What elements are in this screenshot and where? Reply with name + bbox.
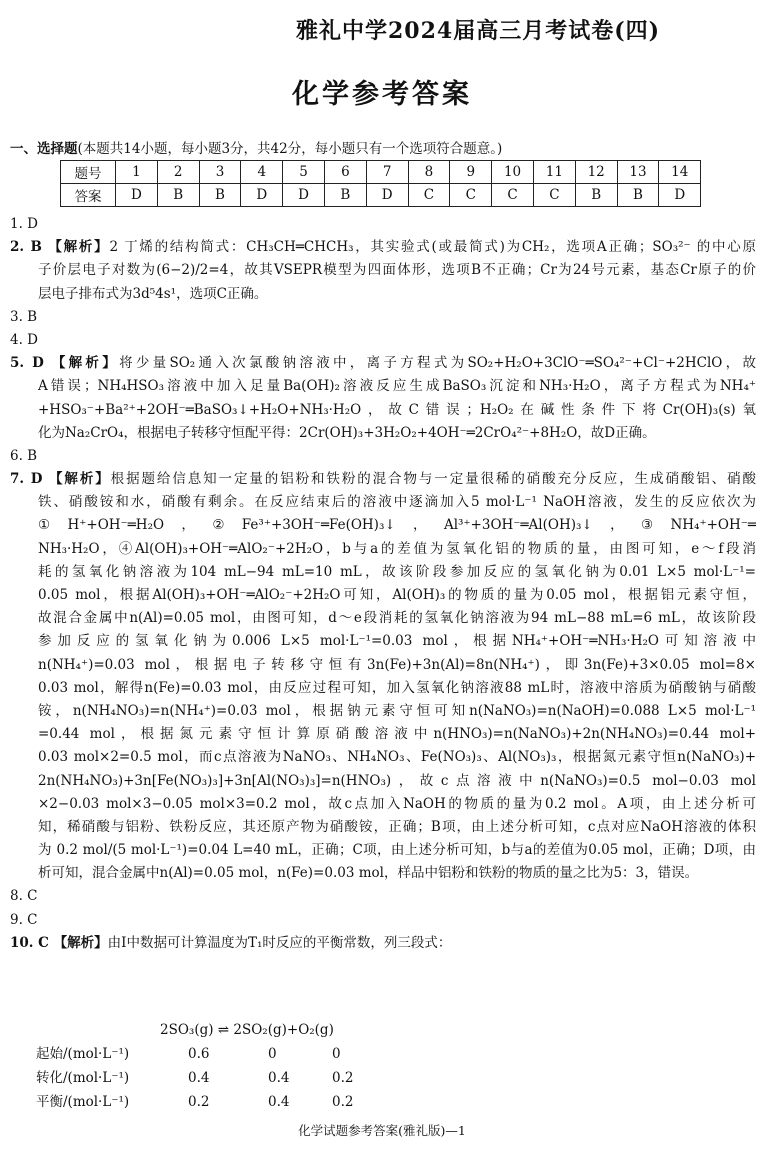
question-number-cell: 9 — [450, 161, 492, 184]
text-line — [10, 909, 756, 932]
section-heading-label: 一、选择题 — [10, 141, 78, 157]
school-exam-title: 雅礼中学2024届高三月考试卷(四) — [296, 18, 661, 44]
text-line — [10, 306, 756, 329]
line-text: NH₃·H₂O，④Al(OH)₃+OH⁻═AlO₂⁻+2H₂O，b与a的差值为氢氧化铝的物质的量，由图可知，e～f段消 — [38, 540, 756, 557]
question-number-cell: 11 — [533, 161, 575, 184]
calc-row-label: 转化/(mol·L⁻¹) — [36, 1070, 130, 1086]
answer-explanations — [10, 213, 756, 955]
calc-row-label: 起始/(mol·L⁻¹) — [36, 1046, 130, 1062]
answer-cell: C — [533, 184, 575, 207]
text-line — [10, 885, 756, 908]
line-text: 1. D — [10, 216, 38, 232]
answer-tag: 5. D 【解析】 — [10, 355, 120, 372]
question-number-cell: 8 — [408, 161, 450, 184]
answer-cell: B — [324, 184, 366, 207]
text-line — [10, 770, 756, 793]
line-text: 0.03 mol，解得n(Fe)=0.03 mol，由反应过程可知，加入氢氧化钠溶液88 mL时，溶液中溶质为硝酸钠与硝酸 — [38, 679, 756, 696]
text-line — [10, 630, 756, 653]
question-number-cell: 5 — [283, 161, 325, 184]
answer-cell: D — [241, 184, 283, 207]
answer-tag: 2. B 【解析】 — [10, 239, 110, 256]
answer-table — [60, 160, 701, 207]
text-line — [10, 793, 756, 816]
line-text: +HSO₃⁻+Ba²⁺+2OH⁻═BaSO₃↓+H₂O+NH₃·H₂O，故C错误；H₂O₂在碱性条件下将Cr(OH)₃(s)氧 — [38, 401, 756, 418]
calc-value: 0 — [332, 1046, 341, 1062]
text-line — [10, 213, 756, 236]
question-number-cell: 1 — [116, 161, 158, 184]
answer-cell: B — [199, 184, 241, 207]
answer-tag: 7. D 【解析】 — [10, 471, 111, 488]
line-text: 4. D — [10, 331, 38, 348]
text-line — [10, 654, 756, 677]
answer-table-answer-row — [61, 184, 701, 207]
line-text: 铁、硝酸铵和水，硝酸有剩余。在反应结束后的溶液中逐滴加入5 mol·L⁻¹ NaOH溶液，发生的反应依次为 — [38, 494, 756, 511]
text-line — [10, 329, 756, 352]
calc-equation: 2SO₃(g) ⇌ 2SO₂(g)+O₂(g) — [160, 1022, 334, 1038]
line-text: 9. C — [10, 911, 38, 928]
answer-cell: D — [659, 184, 701, 207]
table-row-label: 题号 — [61, 161, 116, 184]
line-text: 2 丁烯的结构简式：CH₃CH═CHCH₃，其实验式(或最简式)为CH₂，选项A正确；SO₃²⁻ 的中心原 — [109, 239, 756, 256]
line-text: 参加反应的氢氧化钠为0.006 L×5 mol·L⁻¹=0.03 mol，根据NH₄⁺+OH⁻═NH₃·H₂O可知溶液中 — [38, 633, 756, 650]
calc-value: 0.4 — [268, 1070, 290, 1086]
answer-cell: B — [157, 184, 199, 207]
answer-cell: B — [575, 184, 617, 207]
calc-value: 0.4 — [188, 1070, 210, 1086]
question-number-cell: 4 — [241, 161, 283, 184]
answer-cell: D — [283, 184, 325, 207]
page-footer: 化学试题参考答案(雅礼版)—1 — [298, 1123, 466, 1138]
line-text: 2n(NH₄NO₃)+3n[Fe(NO₃)₃]+3n[Al(NO₃)₃]=n(HNO₃)，故c点溶液中n(NaNO₃)=0.5 mol−0.03 mol — [38, 772, 756, 789]
text-line — [10, 677, 756, 700]
calc-value: 0 — [268, 1046, 277, 1062]
answer-tag: 10. C 【解析】 — [10, 934, 108, 951]
line-text: 3. B — [10, 308, 38, 325]
line-text: n(NH₄⁺)=0.03 mol，根据电子转移守恒有3n(Fe)+3n(Al)=8n(NH₄⁺)，即3n(Fe)+3×0.05 mol=8× — [38, 656, 756, 673]
text-line — [10, 746, 756, 769]
text-line — [10, 422, 756, 445]
line-text: 将少量SO₂通入次氯酸钠溶液中，离子方程式为SO₂+H₂O+3ClO⁻═SO₄²⁻+Cl⁻+2HClO，故 — [119, 355, 756, 372]
text-line — [10, 816, 756, 839]
question-number-cell: 3 — [199, 161, 241, 184]
answer-cell: B — [617, 184, 659, 207]
text-line — [10, 491, 756, 514]
text-line — [10, 352, 756, 375]
page-title: 化学参考答案 — [292, 79, 472, 110]
line-text: 故混合金属中n(Al)=0.05 mol，由图可知，d～e段消耗的氢氧化钠溶液为94 mL−88 mL=6 mL，故该阶段 — [38, 610, 756, 627]
calc-value: 0.2 — [188, 1094, 210, 1110]
question-number-cell: 13 — [617, 161, 659, 184]
line-text: 耗的氢氧化钠溶液为104 mL−94 mL=10 mL，故该阶段参加反应的氢氧化钠为0.01 L×5 mol·L⁻¹= — [38, 563, 756, 580]
question-number-cell: 14 — [659, 161, 701, 184]
line-text: ①H⁺+OH⁻═H₂O，②Fe³⁺+3OH⁻═Fe(OH)₃↓，Al³⁺+3OH⁻═Al(OH)₃↓，③NH₄⁺+OH⁻═ — [38, 517, 756, 534]
text-line — [10, 283, 756, 306]
question-number-cell: 12 — [575, 161, 617, 184]
answer-cell: D — [366, 184, 408, 207]
line-text: 层电子排布式为3d⁵4s¹，选项C正确。 — [38, 285, 268, 302]
line-text: 根据题给信息知一定量的铝粉和铁粉的混合物与一定量很稀的硝酸充分反应，生成硝酸铝、硝酸 — [110, 471, 756, 488]
line-text: 析可知，混合金属中n(Al)=0.05 mol，n(Fe)=0.03 mol，样品中铝粉和铁粉的物质的量之比为5：3，错误。 — [38, 865, 699, 882]
text-line — [10, 468, 756, 491]
line-text: 铵，n(NH₄NO₃)=n(NH₄⁺)=0.03 mol，根据钠元素守恒可知n(NaNO₃)=n(NaOH)=0.088 L×5 mol·L⁻¹ — [38, 702, 756, 719]
text-line — [10, 561, 756, 584]
section-heading — [10, 137, 502, 157]
line-text: 化为Na₂CrO₄，根据电子转移守恒配平得：2Cr(OH)₃+3H₂O₂+4OH⁻═2CrO₄²⁻+8H₂O，故D正确。 — [38, 424, 656, 441]
text-line — [10, 839, 756, 862]
line-text: 知，稀硝酸与铝粉、铁粉反应，其还原产物为硝酸铵，正确；B项，由上述分析可知，c点对应NaOH溶液的体积 — [38, 818, 756, 835]
text-line — [10, 723, 756, 746]
text-line — [10, 445, 756, 468]
line-text: 由Ⅰ中数据可计算温度为T₁时反应的平衡常数，列三段式： — [107, 934, 452, 951]
line-text: 0.03 mol×2=0.5 mol，而c点溶液为NaNO₃、NH₄NO₃、Fe(NO₃)₃、Al(NO₃)₃，根据氮元素守恒n(NaNO₃)+ — [38, 749, 756, 766]
line-text: A错误；NH₄HSO₃溶液中加入足量Ba(OH)₂溶液反应生成BaSO₃沉淀和NH₃·H₂O，离子方程式为NH₄⁺ — [38, 378, 756, 395]
text-line — [10, 584, 756, 607]
text-line — [10, 399, 756, 422]
calc-value: 0.4 — [268, 1094, 290, 1110]
line-text: 为 0.2 mol/(5 mol·L⁻¹)=0.04 L=40 mL，正确；C项，由上述分析可知，b与a的差值为0.05 mol，正确；D项，由 — [38, 842, 756, 859]
line-text: 0.05 mol，根据Al(OH)₃+OH⁻═AlO₂⁻+2H₂O可知，Al(OH)₃的物质的量为0.05 mol，根据铝元素守恒， — [38, 587, 756, 603]
line-text: ×2−0.03 mol×3−0.05 mol×3=0.2 mol，故c点加入NaOH的物质的量为0.2 mol。A项，由上述分析可 — [38, 795, 756, 812]
answer-cell: C — [492, 184, 534, 207]
text-line — [10, 862, 756, 885]
question-number-cell: 2 — [157, 161, 199, 184]
answer-table-number-row — [61, 161, 701, 184]
calc-value: 0.2 — [332, 1070, 354, 1086]
text-line — [10, 700, 756, 723]
text-line — [10, 514, 756, 537]
table-row-label: 答案 — [61, 184, 116, 207]
text-line — [10, 932, 756, 955]
line-text: 6. B — [10, 447, 38, 464]
question-number-cell: 6 — [324, 161, 366, 184]
text-line — [10, 236, 756, 259]
calc-row-label: 平衡/(mol·L⁻¹) — [36, 1094, 130, 1110]
text-line — [10, 538, 756, 561]
calc-value: 0.6 — [188, 1046, 210, 1062]
question-number-cell: 7 — [366, 161, 408, 184]
text-line — [10, 375, 756, 398]
text-line — [10, 259, 756, 282]
question-number-cell: 10 — [492, 161, 534, 184]
line-text: 子价层电子对数为(6−2)/2=4，故其VSEPR模型为四面体形，选项B不正确；Cr为24号元素，基态Cr原子的价 — [38, 262, 756, 279]
answer-cell: D — [116, 184, 158, 207]
text-line — [10, 607, 756, 630]
answer-cell: C — [450, 184, 492, 207]
section-heading-note: (本题共14小题，每小题3分，共42分，每小题只有一个选项符合题意。) — [77, 141, 503, 157]
line-text: =0.44 mol，根据氮元素守恒计算原硝酸溶液中n(HNO₃)=n(NaNO₃)+2n(NH₄NO₃)=0.44 mol+ — [38, 726, 756, 743]
answer-cell: C — [408, 184, 450, 207]
calc-value: 0.2 — [332, 1094, 354, 1110]
line-text: 8. C — [10, 888, 38, 905]
